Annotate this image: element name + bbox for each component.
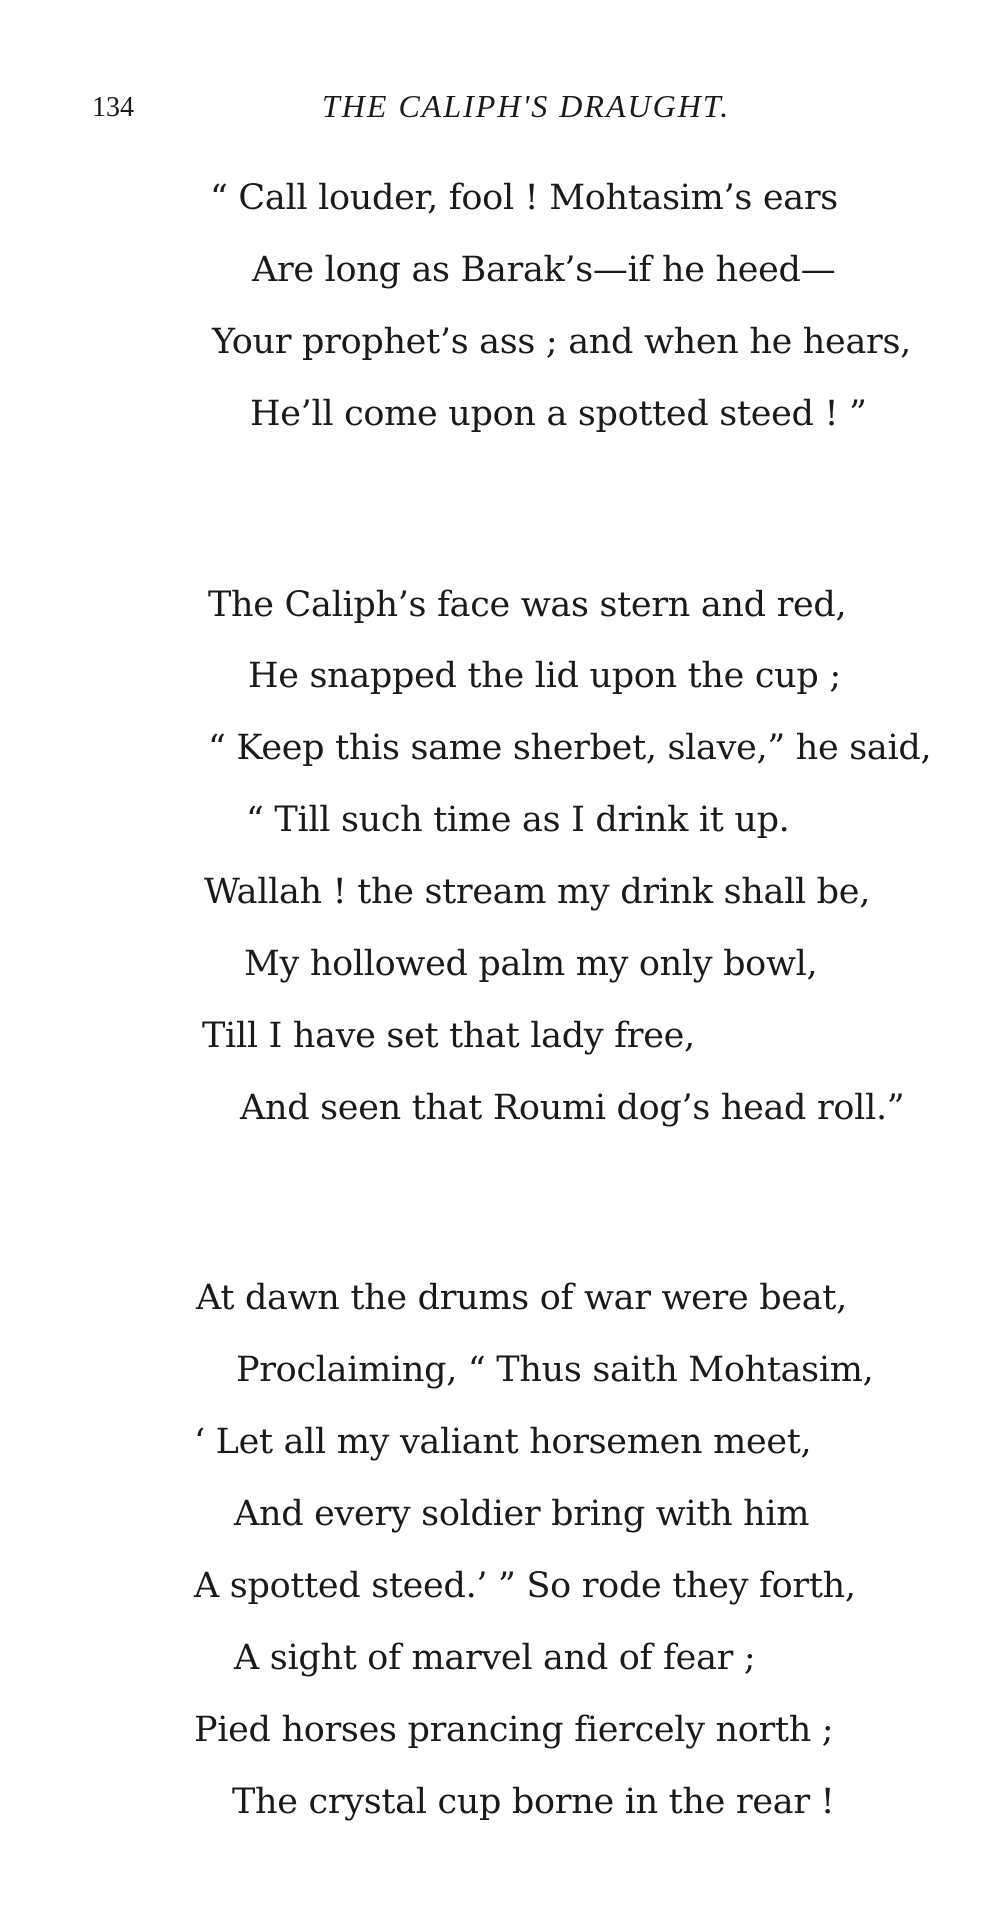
page-number: 134 xyxy=(92,92,134,123)
poem-line: He’ll come upon a spotted steed ! ” xyxy=(250,394,867,434)
poem-line: And seen that Roumi dog’s head roll.” xyxy=(240,1088,905,1128)
poem-line: Wallah ! the stream my drink shall be, xyxy=(204,872,871,912)
poem-line: The crystal cup borne in the rear ! xyxy=(232,1782,835,1822)
poem-line: Your prophet’s ass ; and when he hears, xyxy=(212,322,911,362)
poem-line: And every soldier bring with him xyxy=(234,1494,810,1534)
poem-line: “ Keep this same sherbet, slave,” he said, xyxy=(208,728,932,768)
poem-line: At dawn the drums of war were beat, xyxy=(196,1278,847,1318)
poem-line: Proclaiming, “ Thus saith Mohtasim, xyxy=(236,1350,874,1390)
poem-line: My hollowed palm my only bowl, xyxy=(244,944,818,984)
poem-line: Till I have set that lady free, xyxy=(202,1016,695,1056)
poem-line: “ Call louder, fool ! Mohtasim’s ears xyxy=(210,178,838,218)
poem-line: Are long as Barak’s—if he heed— xyxy=(252,250,836,290)
poem-line: ‘ Let all my valiant horsemen meet, xyxy=(194,1422,812,1462)
poem-line: Pied horses prancing fiercely north ; xyxy=(194,1710,834,1750)
running-title: THE CALIPH'S DRAUGHT. xyxy=(322,88,731,124)
poem-line: He snapped the lid upon the cup ; xyxy=(248,656,841,696)
poem-line: The Caliph’s face was stern and red, xyxy=(208,585,847,625)
poem-line: A spotted steed.’ ” So rode they forth, xyxy=(194,1566,856,1606)
poem-line: “ Till such time as I drink it up. xyxy=(246,800,790,840)
poem-line: A sight of marvel and of fear ; xyxy=(234,1638,756,1678)
